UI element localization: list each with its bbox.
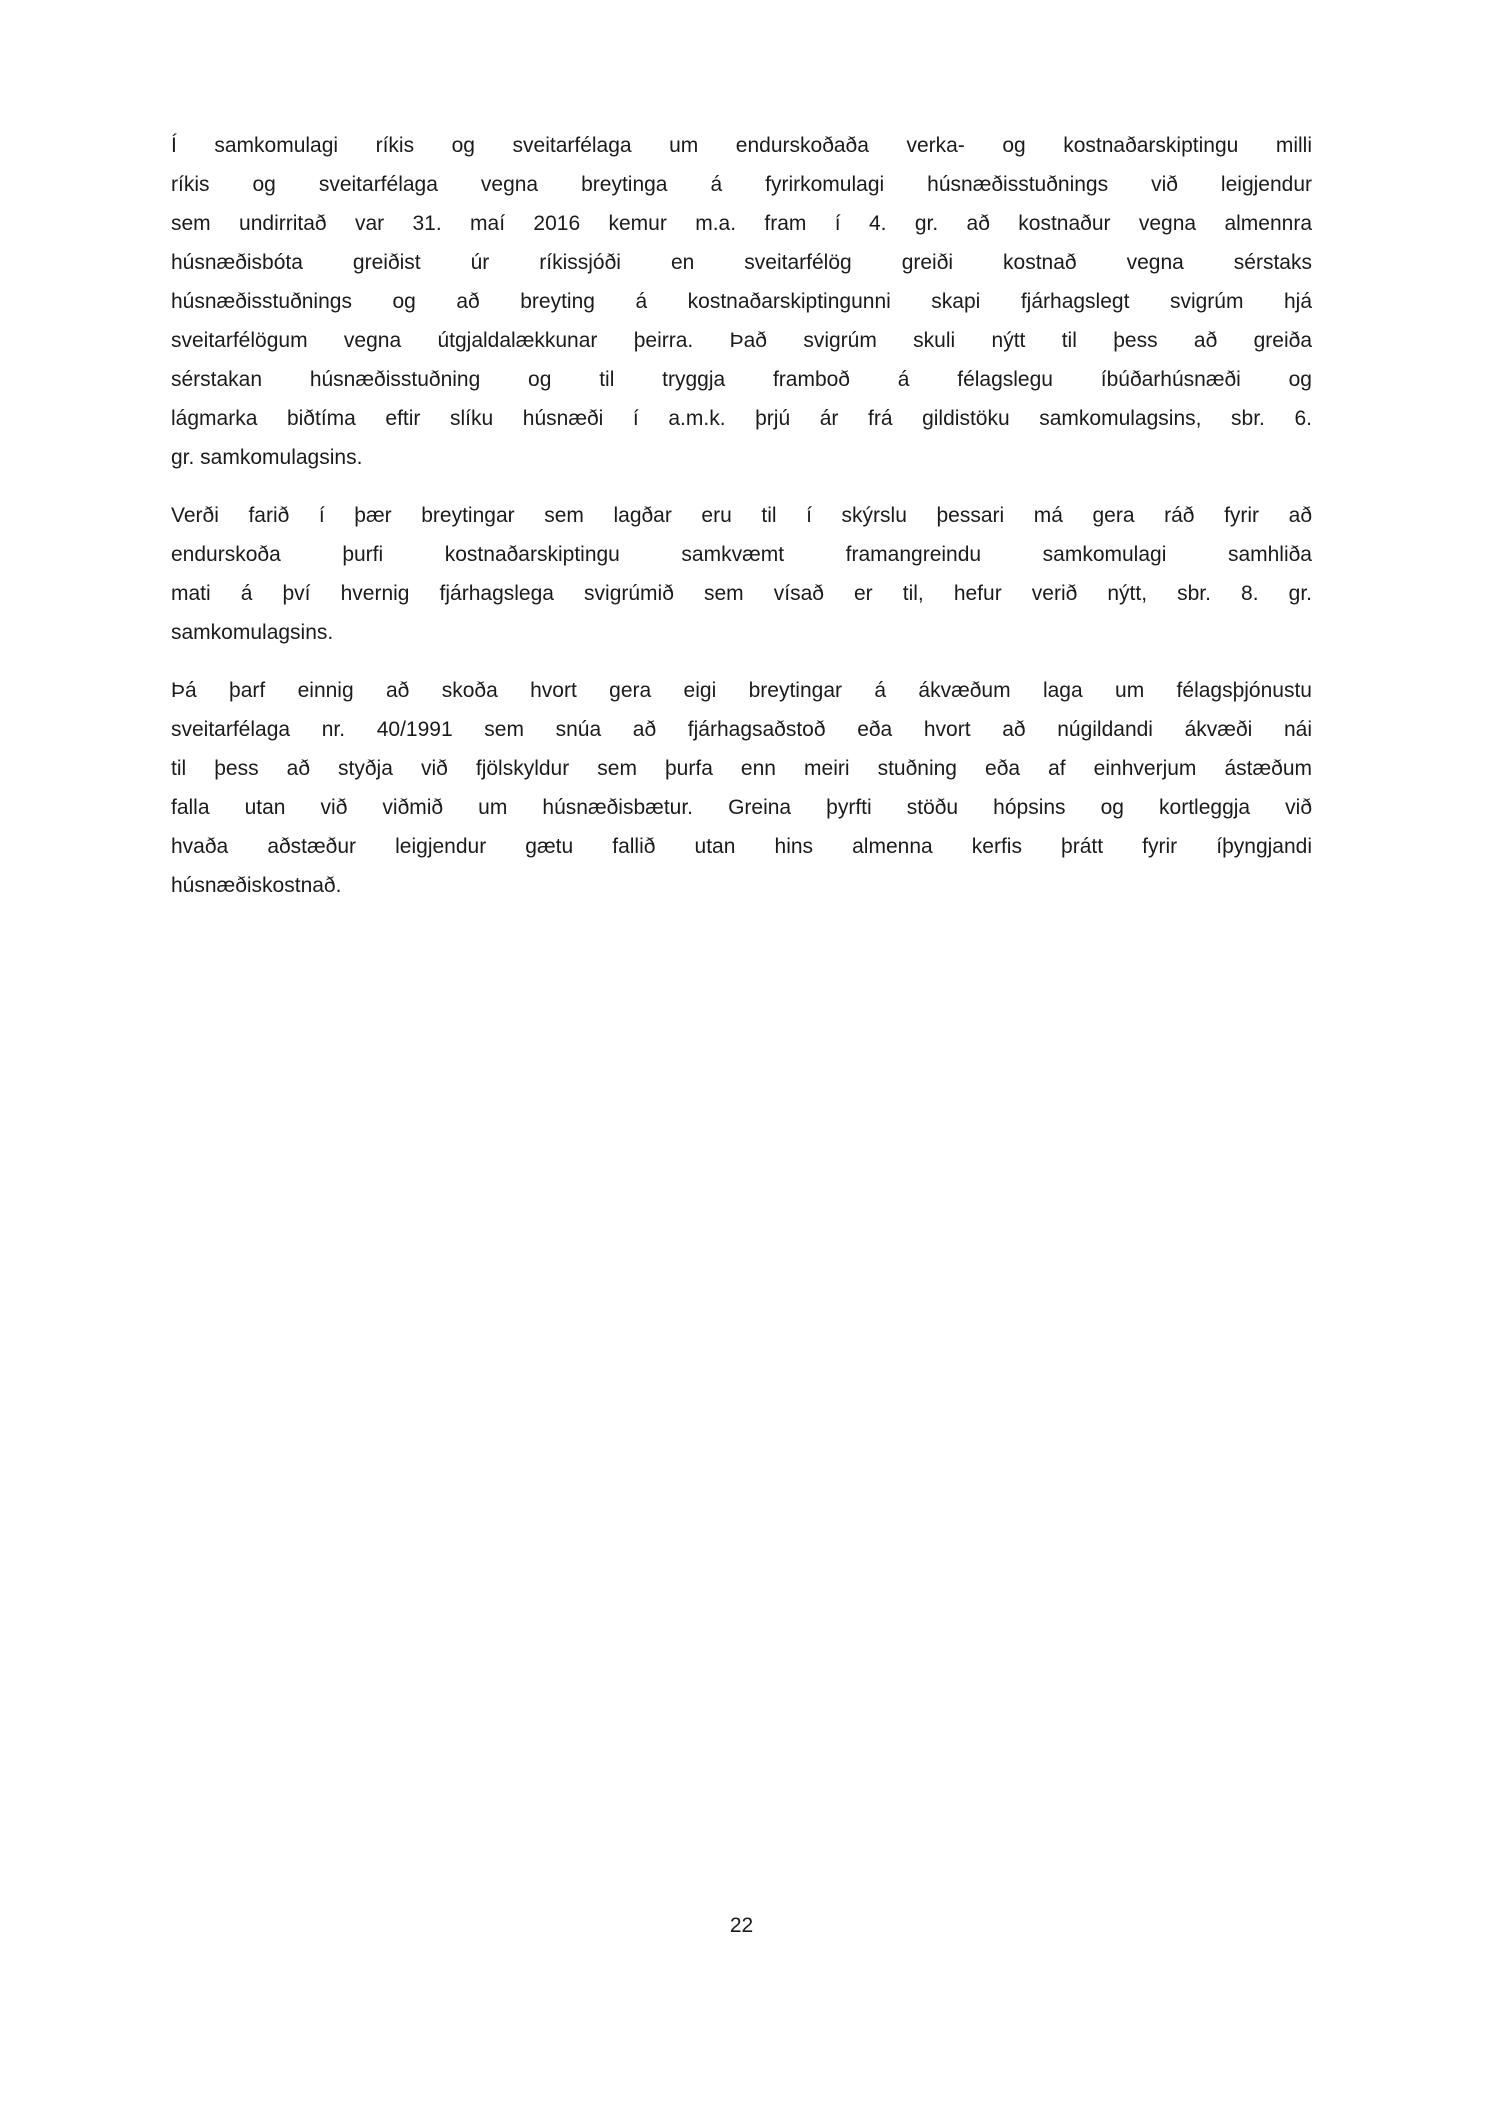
paragraph xyxy=(171,671,1312,905)
paragraph xyxy=(171,126,1312,477)
text-line: sveitarfélaga nr. 40/1991 sem snúa að fjárhagsaðstoð eða hvort að núgildandi ákvæði nái xyxy=(171,718,1312,741)
text-line: húsnæðisbóta greiðist úr ríkissjóði en sveitarfélög greiði kostnað vegna sérstaks xyxy=(171,251,1312,274)
text-line: sveitarfélögum vegna útgjaldalækkunar þeirra. Það svigrúm skuli nýtt til þess að greiða xyxy=(171,329,1312,352)
text-line: húsnæðisstuðnings og að breyting á kostnaðarskiptingunni skapi fjárhagslegt svigrúm hjá xyxy=(171,290,1312,313)
text-line: til þess að styðja við fjölskyldur sem þurfa enn meiri stuðning eða af einhverjum ástæðum xyxy=(171,757,1312,780)
paragraph xyxy=(171,496,1312,652)
text-line: samkomulagsins. xyxy=(171,621,334,644)
text-line: endurskoða þurfi kostnaðarskiptingu samkvæmt framangreindu samkomulagi samhliða xyxy=(171,543,1312,566)
text-line: Verði farið í þær breytingar sem lagðar eru til í skýrslu þessari má gera ráð fyrir að xyxy=(171,504,1312,527)
text-line: sem undirritað var 31. maí 2016 kemur m.a. fram í 4. gr. að kostnaður vegna almennra xyxy=(171,212,1312,235)
text-line: Í samkomulagi ríkis og sveitarfélaga um endurskoðaða verka- og kostnaðarskiptingu milli xyxy=(171,134,1312,157)
text-line: gr. samkomulagsins. xyxy=(171,446,363,469)
text-line: ríkis og sveitarfélaga vegna breytinga á fyrirkomulagi húsnæðisstuðnings við leigjendur xyxy=(171,173,1312,196)
text-block xyxy=(171,126,1312,924)
page-number: 22 xyxy=(729,1914,754,1937)
text-line: hvaða aðstæður leigjendur gætu fallið utan hins almenna kerfis þrátt fyrir íþyngjandi xyxy=(171,835,1312,858)
text-line: húsnæðiskostnað. xyxy=(171,874,342,897)
text-line: sérstakan húsnæðisstuðning og til tryggja framboð á félagslegu íbúðarhúsnæði og xyxy=(171,368,1312,391)
text-line: lágmarka biðtíma eftir slíku húsnæði í a.m.k. þrjú ár frá gildistöku samkomulagsins, sbr. 6. xyxy=(171,407,1312,430)
text-line: Þá þarf einnig að skoða hvort gera eigi breytingar á ákvæðum laga um félagsþjónustu xyxy=(171,679,1312,702)
text-line: falla utan við viðmið um húsnæðisbætur. Greina þyrfti stöðu hópsins og kortleggja við xyxy=(171,796,1312,819)
text-line: mati á því hvernig fjárhagslega svigrúmið sem vísað er til, hefur verið nýtt, sbr. 8. gr. xyxy=(171,582,1312,605)
